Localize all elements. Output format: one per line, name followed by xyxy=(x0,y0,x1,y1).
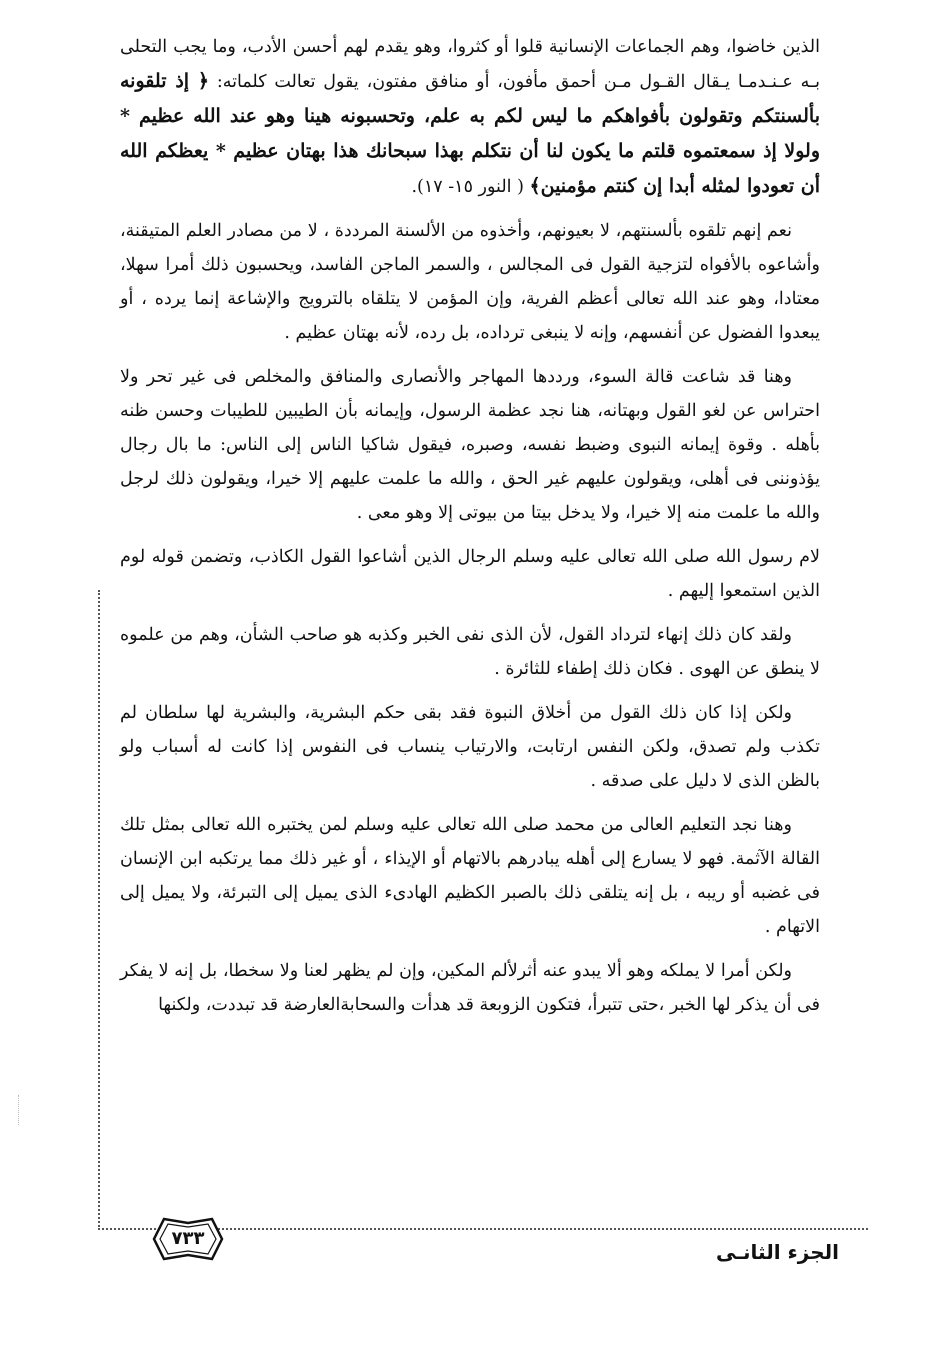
paragraph-2 xyxy=(120,214,820,350)
verse-reference: ( النور ١٥- ١٧). xyxy=(411,177,530,197)
scan-speck xyxy=(18,1095,29,1125)
paragraph-7 xyxy=(120,808,820,944)
paragraph-3-text: وهنا قد شاعت قالة السوء، ورددها المهاجر والأنصارى والمنافق والمخلص فى غير تحر ولا احتراس عن لغو القول وبهتانه، هنا نجد عظمة الرسول، وإيمانه بأن الطيبين للطيبات وحسن ظنه بأهله . وقوة إيمانه النبوى وضبط نفسه، وصبره، فيقول شاكيا الناس إلى الناس: ما بال رجال يؤذوننى فى أهلى، ويقولون عليهم غير الحق ، والله ما علمت عليهم إلا خيرا، ويقولون ذلك لرجل والله ما علمت منه إلا خيرا، ولا يدخل بيتا من بيوتى إلا وهو معى . xyxy=(120,367,820,523)
paragraph-6-text: ولكن إذا كان ذلك القول من أخلاق النبوة فقد بقى حكم البشرية، والبشرية لها سلطان لم تكذب ولم تصدق، ولكن النفس ارتابت، والارتياب ينساب فى النفوس إذا كانت له أسباب ولو بالظن الذى لا دليل على صدقه . xyxy=(120,703,820,791)
paragraph-1 xyxy=(120,30,820,204)
paragraph-8 xyxy=(120,954,820,1022)
paragraph-1-text: الذين خاضوا، وهم الجماعات الإنسانية قلوا أو كثروا، وهو يقدم لهم أحسن الأدب، وما يجب التحلى بـه عـنـدمـا يـقال القـول مـن أحمق مأفون، أو منافق مفتون، يقول تعالت كلماته: xyxy=(120,37,820,92)
book-part-title: الجزء الثانـى xyxy=(715,1240,839,1264)
paragraph-3 xyxy=(120,360,820,530)
page-number-badge xyxy=(140,1213,236,1265)
page-number: ٧٣٣ xyxy=(171,1228,205,1249)
paragraph-7-text: وهنا نجد التعليم العالى من محمد صلى الله تعالى عليه وسلم لمن يختبره الله تعالى بمثل تلك القالة الآثمة. فهو لا يسارع إلى أهله يبادرهم بالاتهام أو الإيذاء ، أو غير ذلك مما يرتكبه ابن الإنسان فى غضبه أو ريبه ، بل إنه يتلقى ذلك بالصبر الكظيم الهادىء الذى يميل إلى التبرئة، ولا يميل إلى الاتهام . xyxy=(120,815,820,937)
paragraph-5-text: ولقد كان ذلك إنهاء لترداد القول، لأن الذى نفى الخبر وكذبه هو صاحب الشأن، وهم من علموه لا ينطق عن الهوى . فكان ذلك إطفاء للثائرة . xyxy=(120,625,820,679)
paragraph-5 xyxy=(120,618,820,686)
paragraph-8-text: ولكن أمرا لا يملكه وهو ألا يبدو عنه أثرلألم المكين، وإن لم يظهر لعنا ولا سخطا، بل إنه لا يفكر فى أن يذكر لها الخبر ،حتى تتبرأ، فتكون الزوبعة قد هدأت والسحابةالعارضة قد تبددت، ولكنها xyxy=(120,961,820,1015)
paragraph-6 xyxy=(120,696,820,798)
page-body xyxy=(120,30,820,1032)
paragraph-2-text: نعم إنهم تلقوه بألسنتهم، لا بعيونهم، وأخذوه من الألسنة المرددة ، لا من مصادر العلم المتيقنة، وأشاعوه بالأفواه لتزجية القول فى المجالس ، والسمر الماجن الفاسد، ويحسبون ذلك أمرا سهلا، معتادا، وهو عند الله تعالى أعظم الفرية، وإن المؤمن لا يتلقاه بالترويج والإشاعة إنما يرده ، أو يبعدوا الفضول عن أنفسهم، وإنه لا ينبغى ترداده، بل رده، لأنه بهتان عظيم . xyxy=(120,221,820,343)
quran-verse: ﴿ إذ تلقونه بألسنتكم وتقولون بأفواهكم ما ليس لكم به علم، وتحسبونه هينا وهو عند الله عظيم * ولولا إذ سمعتموه قلتم ما يكون لنا أن نتكلم بهذا سبحانك هذا بهتان عظيم * يعظكم الله أن تعودوا لمثله أبدا إن كنتم مؤمنين﴾ xyxy=(120,70,820,197)
page-frame-left-border xyxy=(98,590,104,1230)
paragraph-4-text: لام رسول الله صلى الله تعالى عليه وسلم الرجال الذين أشاعوا القول الكاذب، وتضمن قوله لوم الذين استمعوا إليهم . xyxy=(120,547,820,601)
paragraph-4 xyxy=(120,540,820,608)
